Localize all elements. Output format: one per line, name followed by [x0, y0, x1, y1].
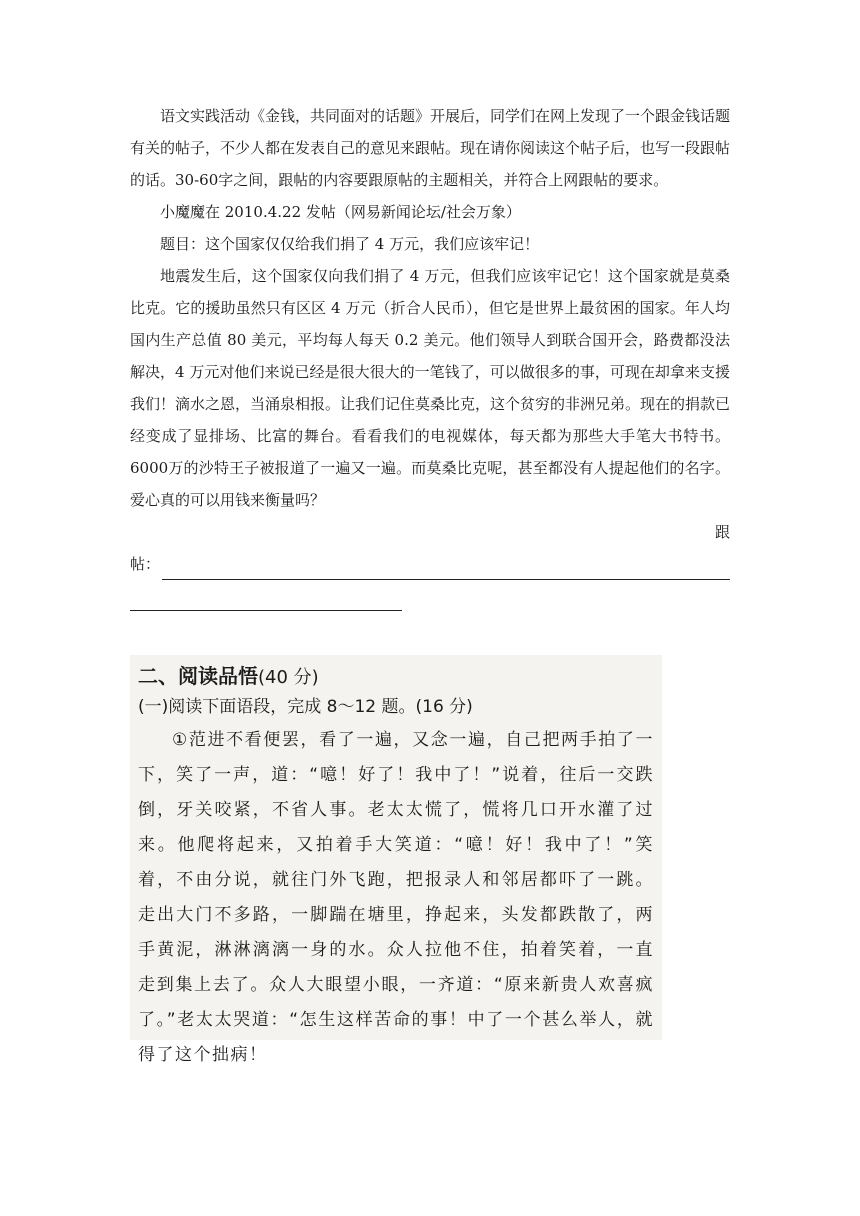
post-meta: 小魔魔在 2010.4.22 发帖（网易新闻论坛/社会万象）: [160, 203, 521, 221]
reply-answer-row: [130, 548, 730, 580]
reply-label-part1: 跟: [714, 523, 730, 541]
reply-answer-line-2[interactable]: [130, 580, 402, 611]
section-score: (40 分): [258, 667, 319, 688]
document-page: [130, 100, 730, 611]
scanned-reading-section: [130, 655, 662, 1065]
section-heading: [138, 661, 654, 693]
post-body: 地震发生后，这个国家仅向我们捐了 4 万元，但我们应该牢记它！这个国家就是莫桑比克。它的援助虽然只有区区 4 万元（折合人民币），但它是世界上最贫困的国家。年人均国内生产总值 80 美元，平均每人每天 0.2 美元。他们领导人到联合国开会，路费都没法解决，4 万元对他们来说已经是很大很大的一笔钱了，可以做很多的事，可现在却拿来支援我们！滴水之恩，当涌泉相报。让我们记住莫桑比克，这个贫穷的非洲兄弟。现在的捐款已经变成了显排场、比富的舞台。看看我们的电视媒体，每天都为那些大手笔大书特书。6000万的沙特王子被报道了一遍又一遍。而莫桑比克呢，甚至都没有人提起他们的名字。爱心真的可以用钱来衡量吗？: [130, 267, 731, 509]
reading-passage: ①范进不看便罢，看了一遍，又念一遍，自己把两手拍了一下，笑了一声，道：“噫！好了！我中了！”说着，往后一交跌倒，牙关咬紧，不省人事。老太太慌了，慌将几口开水灌了过来。他爬将起来，又拍着手大笑道：“噫！好！我中了！”笑着，不由分说，就往门外飞跑，把报录人和邻居都吓了一跳。走出大门不多路，一脚踹在塘里，挣起来，头发都跌散了，两手黄泥，淋淋漓漓一身的水。众人拉他不住，拍着笑着，一直走到集上去了。众人大眼望小眼，一齐道：“原来新贵人欢喜疯了。”老太太哭道：“怎生这样苦命的事！中了一个甚么举人，就得了这个拙病！: [138, 730, 654, 1065]
task-instructions: 语文实践活动《金钱，共同面对的话题》开展后，同学们在网上发现了一个跟金钱话题有关的帖子，不少人都在发表自己的意见来跟帖。现在请你阅读这个帖子后，也写一段跟帖的话。30-60字之间，跟帖的内容要跟原帖的主题相关，并符合上网跟帖的要求。: [130, 107, 731, 189]
post-title: 题目：这个国家仅仅给我们捐了 4 万元，我们应该牢记！: [160, 235, 540, 253]
section-title: 二、阅读品悟: [138, 664, 258, 688]
section-subtitle: (一)阅读下面语段，完成 8～12 题。(16 分): [138, 697, 473, 717]
reply-label-part2: 帖：: [130, 555, 161, 573]
reply-answer-line[interactable]: [162, 557, 730, 580]
